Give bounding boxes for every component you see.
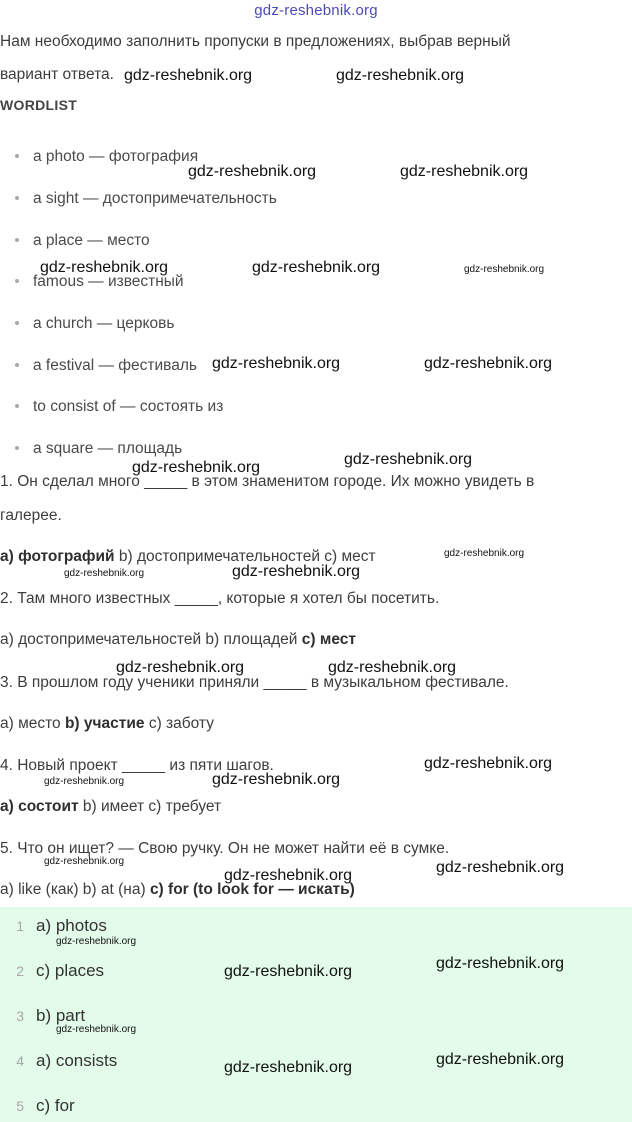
question-2-line-1: 2. Там много известных _____, которые я хотел бы посетить. <box>0 590 440 607</box>
question-3-options: а) место b) участие c) заботу <box>0 715 214 732</box>
watermark: gdz-reshebnik.org <box>252 259 381 276</box>
bullet-icon <box>15 196 19 200</box>
watermark: gdz-reshebnik.org <box>232 563 361 580</box>
watermark: gdz-reshebnik.org <box>40 259 169 276</box>
watermark: gdz-reshebnik.org <box>400 163 529 180</box>
watermark: gdz-reshebnik.org <box>436 1051 565 1068</box>
answer-row: 3 b) part <box>16 1006 86 1025</box>
watermark: gdz-reshebnik.org <box>212 771 341 788</box>
watermark: gdz-reshebnik.org <box>188 163 317 180</box>
watermark: gdz-reshebnik.org <box>224 867 353 884</box>
wordlist-item: a place — место <box>15 232 150 250</box>
watermark: gdz-reshebnik.org <box>212 355 341 372</box>
wordlist-item: famous — известный <box>15 273 184 291</box>
watermark: gdz-reshebnik.org <box>336 67 465 84</box>
question-1-line-2: галерее. <box>0 507 62 524</box>
question-1-options: a) фотографий b) достопримечательностей c) мест <box>0 548 376 565</box>
watermark: gdz-reshebnik.org <box>132 459 261 476</box>
wordlist-item: a church — церковь <box>15 315 174 333</box>
bullet-icon <box>15 404 19 408</box>
watermark: gdz-reshebnik.org <box>444 548 525 559</box>
watermark: gdz-reshebnik.org <box>464 264 545 275</box>
wordlist-item: a festival — фестиваль <box>15 357 197 375</box>
wordlist-item: a square — площадь <box>15 440 182 458</box>
site-header[interactable]: gdz-reshebnik.org <box>254 2 378 19</box>
watermark: gdz-reshebnik.org <box>328 659 457 676</box>
watermark: gdz-reshebnik.org <box>124 67 253 84</box>
watermark: gdz-reshebnik.org <box>64 568 145 579</box>
wordlist-heading: WORDLIST <box>0 97 78 113</box>
watermark: gdz-reshebnik.org <box>56 936 137 947</box>
bullet-icon <box>15 154 19 158</box>
question-4-line-1: 4. Новый проект _____ из пяти шагов. <box>0 757 274 774</box>
watermark: gdz-reshebnik.org <box>344 451 473 468</box>
watermark: gdz-reshebnik.org <box>436 859 565 876</box>
wordlist-item: a sight — достопримечательность <box>15 190 277 208</box>
answer-row: 2 c) places <box>16 961 105 980</box>
watermark: gdz-reshebnik.org <box>224 1059 353 1076</box>
watermark: gdz-reshebnik.org <box>436 955 565 972</box>
bullet-icon <box>15 279 19 283</box>
watermark: gdz-reshebnik.org <box>44 776 125 787</box>
answer-row: 1 a) photos <box>16 916 107 935</box>
question-5-options: а) like (как) b) at (на) c) for (to look for — искать) <box>0 881 355 898</box>
bullet-icon <box>15 446 19 450</box>
wordlist-item: to consist of — состоять из <box>15 398 223 416</box>
bullet-icon <box>15 238 19 242</box>
question-4-options: а) состоит b) имеет c) требует <box>0 798 222 815</box>
question-1-line-1: 1. Он сделал много _____ в этом знаменитом городе. Их можно увидеть в <box>0 473 535 490</box>
question-3-line-1: 3. В прошлом году ученики приняли _____ в музыкальном фестивале. <box>0 674 509 691</box>
watermark: gdz-reshebnik.org <box>424 355 553 372</box>
answer-row: 5 c) for <box>16 1096 75 1115</box>
watermark: gdz-reshebnik.org <box>56 1024 137 1035</box>
intro-line-2: вариант ответа. <box>0 66 114 83</box>
watermark: gdz-reshebnik.org <box>224 963 353 980</box>
bullet-icon <box>15 363 19 367</box>
question-5-line-1: 5. Что он ищет? — Свою ручку. Он не может найти её в сумке. <box>0 840 450 857</box>
watermark: gdz-reshebnik.org <box>44 856 125 867</box>
answer-row: 4 a) consists <box>16 1051 118 1070</box>
watermark: gdz-reshebnik.org <box>424 755 553 772</box>
watermark: gdz-reshebnik.org <box>116 659 245 676</box>
bullet-icon <box>15 321 19 325</box>
question-2-options: а) достопримечательностей b) площадей c) мест <box>0 631 356 648</box>
intro-line-1: Нам необходимо заполнить пропуски в предложениях, выбрав верный <box>0 33 511 50</box>
wordlist-item: a photo — фотография <box>15 148 198 166</box>
